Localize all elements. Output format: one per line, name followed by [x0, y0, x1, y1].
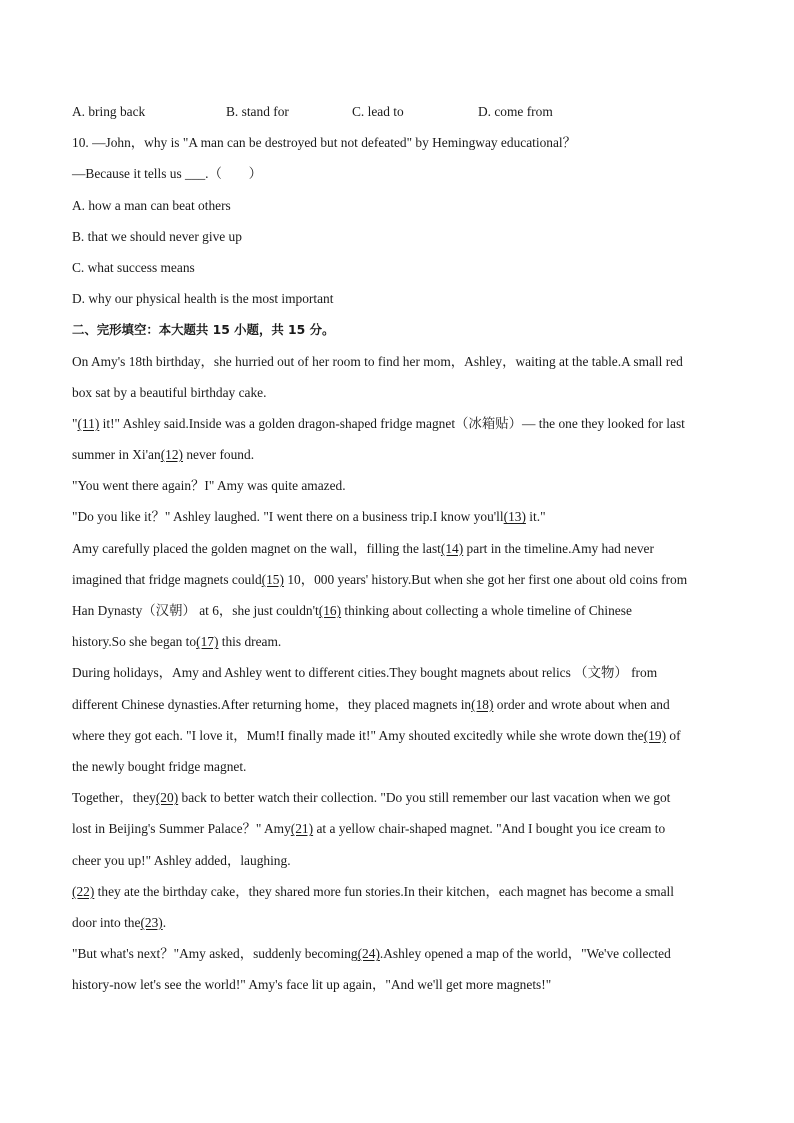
- text-segment: of: [666, 727, 681, 743]
- text-segment: they ate the birthday cake，they shared more fun stories.In their kitchen，each magnet has become a small: [94, 883, 674, 899]
- passage-line: [72, 880, 722, 911]
- text-segment: part in the timeline.Amy had never: [463, 540, 654, 556]
- q10-option-c[interactable]: C. what success means: [72, 259, 195, 275]
- passage-line: [72, 505, 722, 536]
- q9-options: [72, 100, 722, 131]
- text-segment: back to better watch their collection. "Do you still remember our last vacation when we got: [178, 790, 671, 806]
- passage-line: [72, 599, 722, 630]
- exam-page: [72, 100, 722, 1004]
- q10-option-d[interactable]: D. why our physical health is the most important: [72, 291, 334, 307]
- blank-15[interactable]: (15): [261, 571, 284, 587]
- text-segment: .Ashley opened a map of the world，"We've collected: [379, 946, 671, 962]
- passage-line: [72, 942, 722, 973]
- blank-23[interactable]: (23): [140, 914, 163, 930]
- text-segment: never found.: [183, 447, 255, 463]
- passage-line: [72, 817, 722, 848]
- text-segment: .: [162, 914, 167, 930]
- text-segment: where they got each. "I love it，Mum!I finally made it!" Amy shouted excitedly while she wrote down the: [72, 727, 644, 743]
- passage-line: [72, 693, 722, 724]
- text-segment: different Chinese dynasties.After returning home，they placed magnets in: [72, 696, 472, 712]
- passage-line: [72, 630, 722, 661]
- blank-11[interactable]: (11): [77, 415, 100, 431]
- passage-line: On Amy's 18th birthday，she hurried out of her room to find her mom，Ashley，waiting at the table.A small red: [72, 353, 683, 369]
- passage-line: [72, 724, 722, 755]
- passage-line: [72, 412, 722, 443]
- option-a[interactable]: A. bring back: [72, 104, 146, 119]
- text-segment: ": [72, 415, 78, 431]
- text-segment: it.": [525, 509, 546, 525]
- blank-12[interactable]: (12): [160, 447, 184, 463]
- text-segment: Amy carefully placed the golden magnet on the wall，filling the last: [72, 540, 441, 556]
- passage-line: box sat by a beautiful birthday cake.: [72, 384, 267, 400]
- blank-17[interactable]: (17): [196, 634, 219, 650]
- passage-line: [72, 443, 722, 474]
- text-segment: door into the: [72, 914, 141, 930]
- text-segment: at a yellow chair-shaped magnet. "And I bought you ice cream to: [313, 821, 666, 837]
- text-segment: this dream.: [218, 634, 282, 650]
- blank-16[interactable]: (16): [318, 603, 342, 618]
- blank-22[interactable]: (22): [72, 883, 95, 899]
- blank-19[interactable]: (19): [643, 727, 667, 743]
- text-segment: "But what's next？"Amy asked，suddenly becoming: [72, 946, 358, 962]
- option-b[interactable]: B. stand for: [226, 104, 289, 119]
- text-segment: Together，they: [72, 790, 156, 806]
- passage-line: "You went there again？I" Amy was quite amazed.: [72, 478, 346, 494]
- text-segment: it!" Ashley said.Inside was a golden dragon-shaped fridge magnet（冰箱贴）— the one they looked for last: [99, 415, 685, 431]
- text-segment: thinking about collecting a whole timeline of Chinese: [341, 603, 632, 618]
- blank-21[interactable]: (21): [290, 821, 314, 837]
- q10-option-a[interactable]: A. how a man can beat others: [72, 197, 231, 213]
- q10-option-b[interactable]: B. that we should never give up: [72, 228, 242, 244]
- passage-line: [72, 786, 722, 817]
- text-segment: history.So she began to: [72, 634, 197, 650]
- text-segment: imagined that fridge magnets could: [72, 571, 262, 587]
- blank-24[interactable]: (24): [357, 946, 380, 962]
- passage-line: history-now let's see the world!" Amy's face lit up again，"And we'll get more magnets!": [72, 977, 552, 993]
- text-segment: 10，000 years' history.But when she got her first one about old coins from: [283, 571, 688, 587]
- passage-line: During holidays，Amy and Ashley went to different cities.They bought magnets about relics （文物） from: [72, 665, 658, 681]
- passage-line: [72, 537, 722, 568]
- text-segment: lost in Beijing's Summer Palace？" Amy: [72, 821, 291, 837]
- passage-line: [72, 911, 722, 942]
- q10-answer-line: —Because it tells us ___.（ ）: [72, 166, 263, 182]
- passage-line: [72, 568, 722, 599]
- option-d[interactable]: D. come from: [478, 104, 553, 119]
- q10-stem: 10. —John，why is "A man can be destroyed but not defeated" by Hemingway educational？: [72, 135, 577, 151]
- text-segment: Han Dynasty（汉朝） at 6，she just couldn't: [72, 603, 319, 618]
- blank-14[interactable]: (14): [440, 540, 464, 556]
- section-title: 二、完形填空：本大题共 15 小题，共 15 分。: [72, 322, 335, 338]
- text-segment: summer in Xi'an: [72, 447, 161, 463]
- blank-18[interactable]: (18): [471, 696, 494, 712]
- text-segment: order and wrote about when and: [493, 696, 670, 712]
- text-segment: "Do you like it？" Ashley laughed. "I went there on a business trip.I know you'll: [72, 509, 504, 525]
- option-c[interactable]: C. lead to: [352, 104, 404, 119]
- blank-20[interactable]: (20): [155, 790, 179, 806]
- blank-13[interactable]: (13): [503, 509, 526, 525]
- passage-line: cheer you up!" Ashley added，laughing.: [72, 852, 291, 868]
- passage-line: the newly bought fridge magnet.: [72, 758, 247, 774]
